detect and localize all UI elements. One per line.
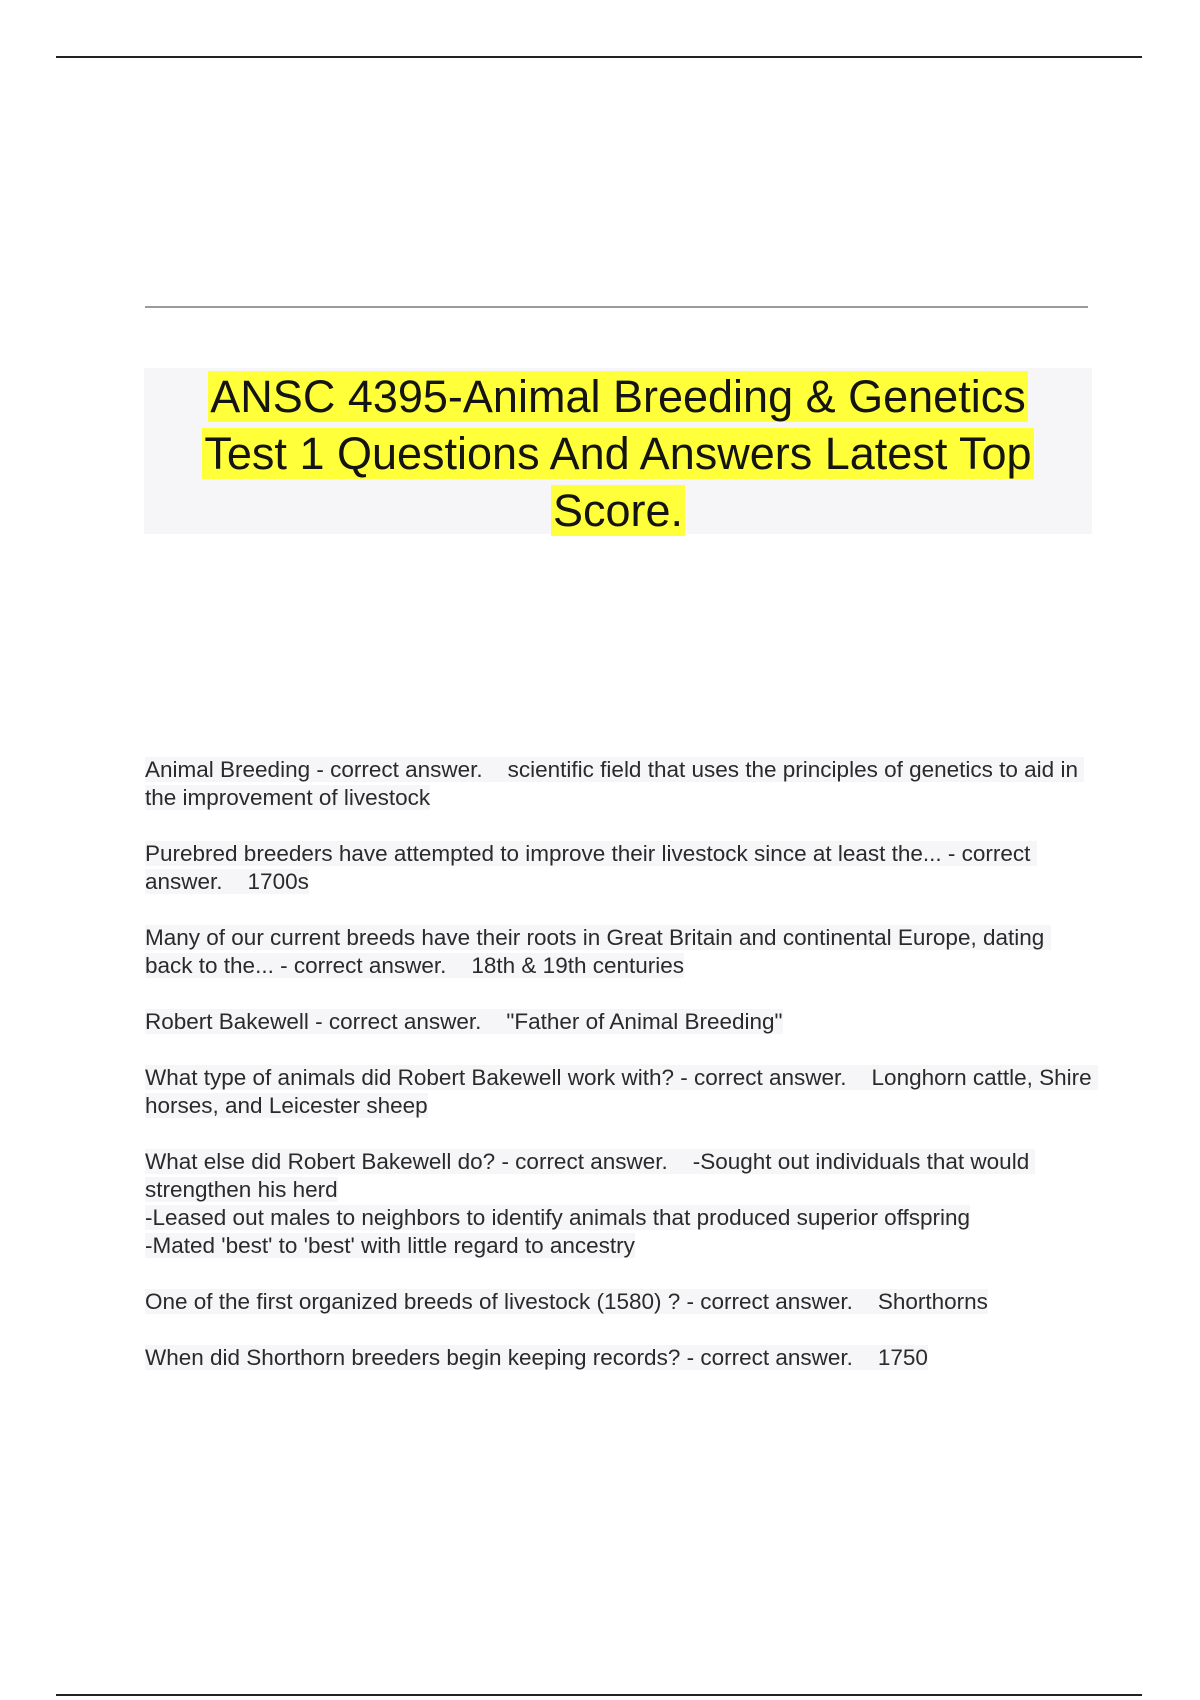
qa-list [145, 756, 1098, 1400]
qa-item [145, 1008, 1095, 1036]
document-title-text: ANSC 4395-Animal Breeding & Genetics Test 1 Questions And Answers Latest Top Score. [204, 371, 1032, 536]
page-bottom-rule [56, 1694, 1142, 1696]
qa-item-text: What else did Robert Bakewell do? - correct answer. -Sought out individuals that would strengthen his herd [145, 1149, 1036, 1202]
qa-item-text: What type of animals did Robert Bakewell work with? - correct answer. Longhorn cattle, Shire horses, and Leicester sheep [145, 1065, 1098, 1118]
qa-item-text: Many of our current breeds have their roots in Great Britain and continental Europe, dating back to the... - correct answer. 18th & 19th centuries [145, 925, 1051, 978]
qa-item [145, 1148, 1095, 1260]
qa-answer-line: -Leased out males to neighbors to identify animals that produced superior offspring [145, 1205, 971, 1230]
qa-item [145, 756, 1095, 812]
qa-item [145, 1344, 1095, 1372]
qa-item [145, 1064, 1098, 1120]
qa-item [145, 1288, 1095, 1316]
header-divider [145, 306, 1088, 308]
qa-answer-line: -Mated 'best' to 'best' with little regard to ancestry [145, 1233, 635, 1258]
qa-item-text: When did Shorthorn breeders begin keeping records? - correct answer. 1750 [145, 1345, 928, 1370]
qa-item-text: One of the first organized breeds of livestock (1580) ? - correct answer. Shorthorns [145, 1289, 988, 1314]
page-top-rule [56, 56, 1142, 58]
qa-item-text: Purebred breeders have attempted to improve their livestock since at least the... - correct answer. 1700s [145, 841, 1037, 894]
qa-item [145, 924, 1095, 980]
document-title [168, 368, 1068, 539]
qa-item [145, 840, 1095, 896]
title-block [144, 368, 1092, 534]
qa-item-text: Robert Bakewell - correct answer. "Father of Animal Breeding" [145, 1009, 783, 1034]
qa-item-text: Animal Breeding - correct answer. scientific field that uses the principles of genetics to aid in the improvement of livestock [145, 757, 1085, 810]
